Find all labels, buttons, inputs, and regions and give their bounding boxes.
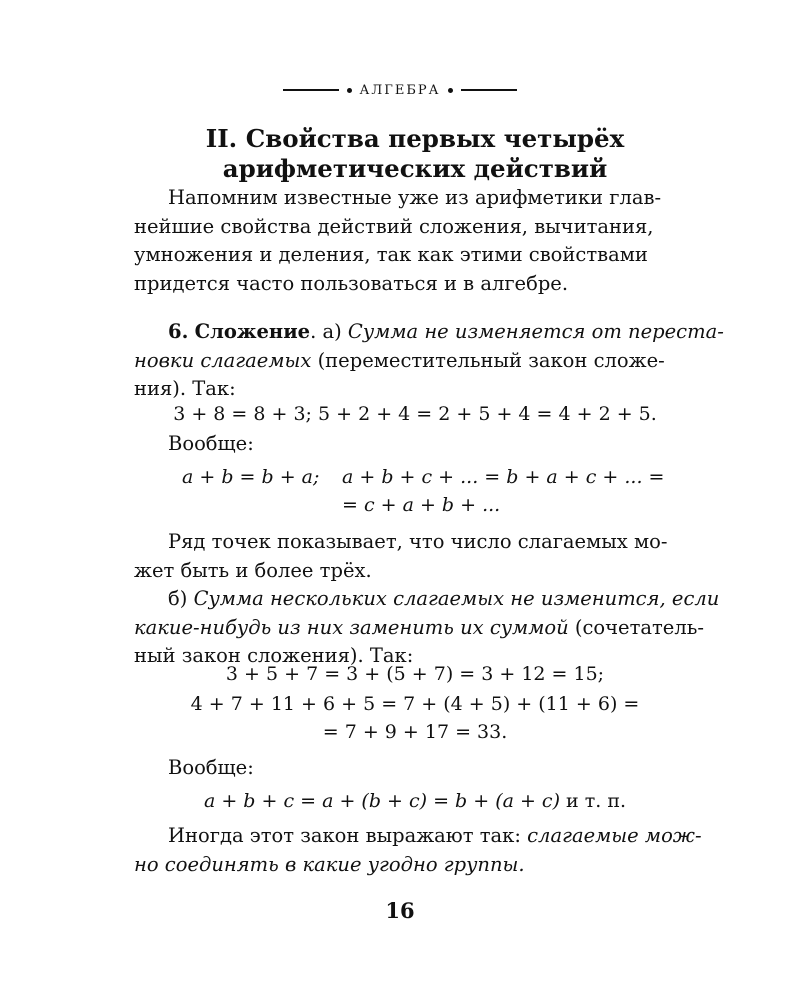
in-general-1-block bbox=[134, 430, 696, 459]
part-b-line-2 bbox=[134, 614, 704, 643]
ornament-dot-right bbox=[448, 88, 453, 93]
dots-note-line-1: Ряд точек показывает, что число слагаемых мо- bbox=[168, 530, 668, 553]
in-general-2: Вообще: bbox=[168, 756, 254, 779]
intro-line-2: нейшие свойства действий сложения, вычитания, bbox=[134, 214, 654, 238]
intro-paragraph bbox=[134, 184, 696, 298]
intro-line-3: умножения и деления, так как этими свойствами bbox=[134, 243, 648, 266]
ornament-line-right bbox=[461, 89, 517, 91]
section-title bbox=[130, 124, 700, 184]
law-a-text-2: новки слагаемых bbox=[134, 348, 312, 372]
final-line-1: Иногда этот закон выражают так: слагаемые мож- bbox=[168, 824, 702, 847]
part-b-line-1 bbox=[134, 585, 720, 614]
intro-line-4: придется часто пользоваться и в алгебре. bbox=[134, 271, 569, 295]
final-line-2: но соединять в какие угодно группы. bbox=[134, 852, 525, 876]
law-b-text-2: какие-нибудь из них заменить их суммой bbox=[134, 615, 569, 639]
example-b-1: 3 + 5 + 7 = 3 + (5 + 7) = 3 + 12 = 15; bbox=[225, 663, 605, 685]
example-a: 3 + 8 = 8 + 3; 5 + 2 + 4 = 2 + 5 + 4 = 4 + 2 + 5. bbox=[173, 403, 657, 425]
general-a-part-2: a + b + c + ... = b + a + c + ... = bbox=[342, 466, 665, 488]
law-a-name: (переместительный закон сложе- bbox=[317, 348, 665, 372]
law-a-text-1: Сумма не изменяется от переста- bbox=[347, 320, 724, 343]
running-head-text: АЛГЕБРА bbox=[359, 82, 441, 98]
page-number: 16 bbox=[385, 898, 415, 923]
intro-line-1: Напомним известные уже из арифметики глав- bbox=[168, 186, 662, 209]
ornament-dot-left bbox=[347, 88, 352, 93]
general-a-line-2: = c + a + b + ... bbox=[342, 494, 501, 516]
dots-note-paragraph bbox=[134, 528, 720, 671]
general-b-formula: a + b + c = a + (b + c) = b + (a + c) bbox=[203, 790, 560, 812]
item-6-number: 6. bbox=[168, 320, 189, 343]
item-6-paragraph bbox=[134, 318, 724, 404]
item-6-line-2 bbox=[134, 347, 696, 376]
general-b bbox=[134, 790, 696, 812]
item-6-heading: Сложение bbox=[194, 320, 311, 343]
law-b-name: (сочетатель- bbox=[574, 615, 704, 639]
part-b-label: б) bbox=[168, 587, 188, 610]
in-general-1: Вообще: bbox=[168, 432, 254, 455]
example-b-2: 4 + 7 + 11 + 6 + 5 = 7 + (4 + 5) + (11 + 6) = bbox=[190, 693, 640, 715]
ornament-line-left bbox=[283, 89, 339, 91]
dots-note-line-2: жет быть и более трёх. bbox=[134, 558, 372, 582]
law-b-text-1: Сумма нескольких слагаемых не изменится, если bbox=[193, 587, 720, 610]
example-b-3: = 7 + 9 + 17 = 33. bbox=[322, 721, 508, 743]
section-title-line-1: II. Свойства первых четырёх bbox=[205, 124, 625, 153]
part-a-label: . а) bbox=[310, 320, 342, 343]
general-b-tail: и т. п. bbox=[566, 790, 627, 812]
running-head bbox=[0, 80, 800, 100]
part-b-line-3: ный закон сложения). Так: bbox=[134, 644, 414, 667]
in-general-2-block bbox=[134, 754, 696, 783]
item-6-line-3: ния). Так: bbox=[134, 377, 236, 400]
section-title-line-2: арифметических действий bbox=[222, 154, 608, 183]
final-paragraph bbox=[134, 822, 702, 879]
item-6-line-1 bbox=[134, 318, 724, 347]
general-a-part-1: a + b = b + a; bbox=[182, 466, 320, 488]
